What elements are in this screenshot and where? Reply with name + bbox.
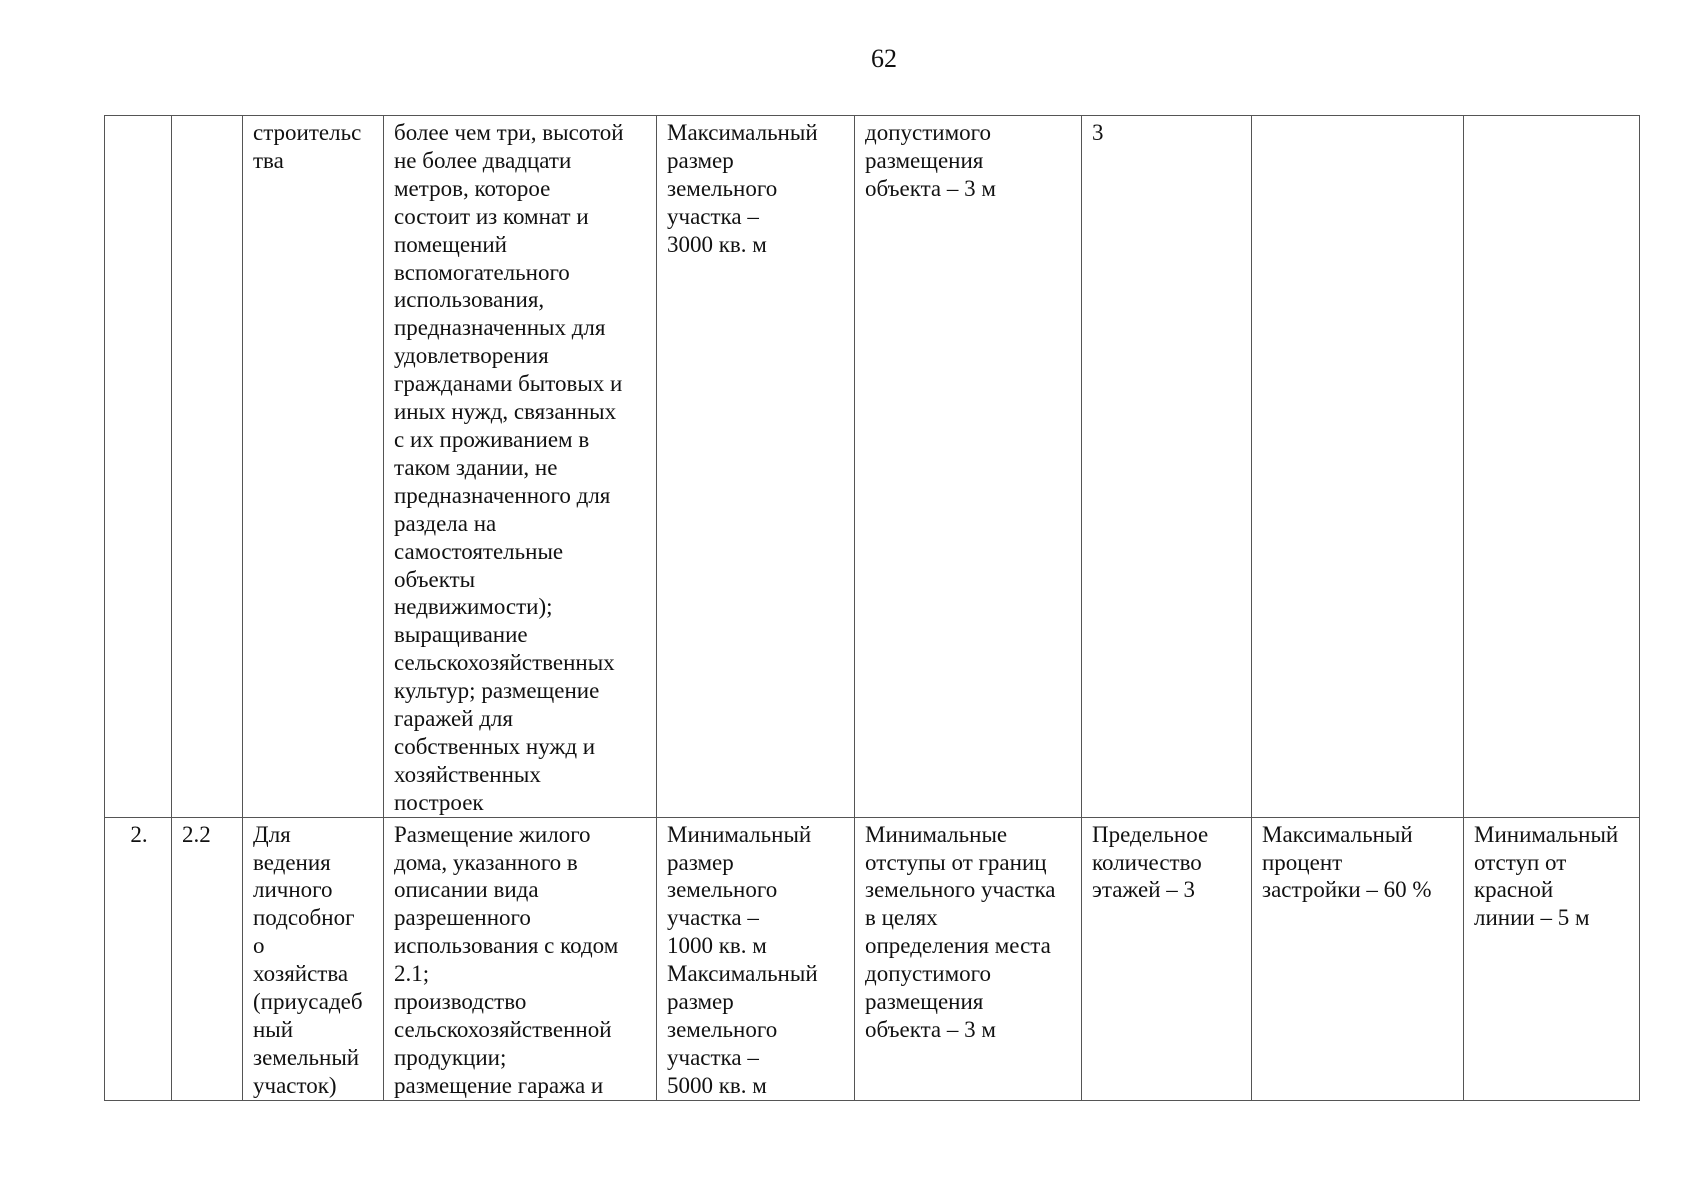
page-number: 62 [871,44,897,73]
cell-setbacks: Минимальные отступы от границ земельного участка в целях определения места допустимого размещения объекта – 3 м [855,817,1082,1100]
cell-use-description: более чем три, высотой не более двадцати метров, которое состоит из комнат и помещений вспомогательного использования, предназначенных для удовлетворения гражданами бытовых и иных нужд, связанных с их проживанием в таком здании, не предназначенного для раздела на самостоятельные объекты недвижимости); выращивание сельскохозяйственных культур; размещение гаражей для собственных нужд и хозяйственных построек [384,116,657,818]
cell-plot-size: Минимальный размер земельного участка – 1000 кв. м Максимальный размер земельного участка – 5000 кв. м [657,817,855,1100]
cell-floors: 3 [1082,116,1252,818]
cell-setbacks: допустимого размещения объекта – 3 м [855,116,1082,818]
cell-floors: Предельное количество этажей – 3 [1082,817,1252,1100]
cell-plot-size: Максимальный размер земельного участка – 3000 кв. м [657,116,855,818]
cell-coverage: Максимальный процент застройки – 60 % [1252,817,1464,1100]
cell-use-name: Для ведения личного подсобног о хозяйства (приусадеб ный земельный участок) [243,817,384,1100]
cell-coverage [1252,116,1464,818]
cell-number [105,116,172,818]
cell-use-description: Размещение жилого дома, указанного в описании вида разрешенного использования с кодом 2.1; производство сельскохозяйственной продукции; размещение гаража и [384,817,657,1100]
cell-use-name: строительс тва [243,116,384,818]
table-row [105,116,1640,818]
cell-red-line [1464,116,1640,818]
cell-number: 2. [105,817,172,1100]
land-use-table [104,115,1640,1101]
cell-red-line: Минимальный отступ от красной линии – 5 м [1464,817,1640,1100]
cell-code [172,116,243,818]
cell-code: 2.2 [172,817,243,1100]
table-row [105,817,1640,1100]
